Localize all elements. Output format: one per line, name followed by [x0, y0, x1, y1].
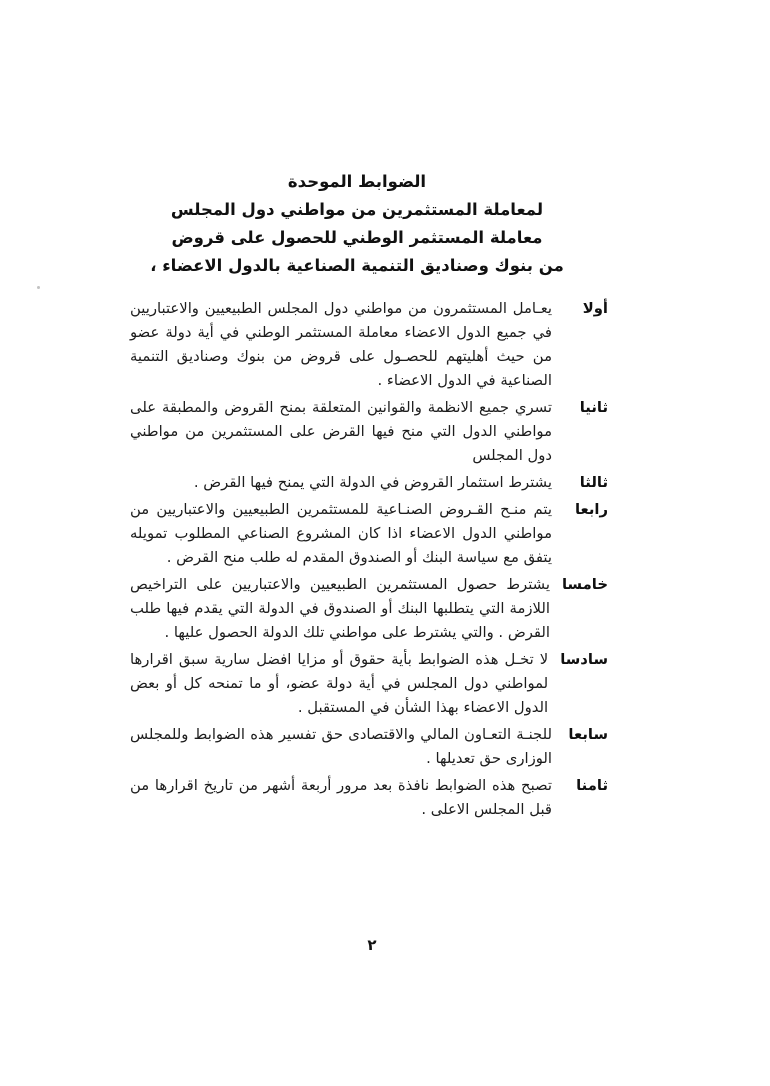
clauses-list	[130, 297, 608, 825]
clause-text: تسري جميع الانظمة والقوانين المتعلقة بمنح القروض والمطبقة على مواطني الدول التي منح فيها القرض على المستثمرين من مواطني دول المجلس	[130, 399, 552, 464]
document-title	[0, 168, 714, 280]
clause-label: سادسا	[560, 651, 608, 668]
clause-text: يعـامل المستثمرون من مواطني دول المجلس الطبيعيين والاعتباريين في جميع الدول الاعضاء معاملة المستثمر الوطني في أية دولة عضو من حيث أهليتهم للحصـول على قروض من بنوك وصناديق التنمية الصناعية في الدول الاعضاء .	[130, 300, 552, 389]
clause-text: يتم منـح القـروض الصنـاعية للمستثمرين الطبيعيين والاعتباريين من مواطني الدول الاعضاء اذا كان المشروع الصناعي المطلوب تمويله يتفق مع سياسة البنك أو الصندوق المقدم له طلب منح القرض .	[130, 501, 552, 566]
list-item	[130, 297, 608, 393]
clause-text: للجنـة التعـاون المالي والاقتصادى حق تفسير هذه الضوابط وللمجلس الوزارى حق تعديلها .	[130, 726, 552, 767]
clause-text: لا تخـل هذه الضوابط بأية حقوق أو مزايا افضل سارية سبق اقرارها لمواطني دول المجلس في أية دولة عضو، أو ما تمنحه كل أو بعض الدول الاعضاء بهذا الشأن في المستقبل .	[130, 651, 549, 716]
clause-text: تصبح هذه الضوابط نافذة بعد مرور أربعة أشهر من تاريخ اقرارها من قبل المجلس الاعلى .	[130, 777, 552, 818]
list-item	[130, 573, 608, 645]
clause-text: يشترط حصول المستثمرين الطبيعيين والاعتباريين على التراخيص اللازمة التي يتطلبها البنك أو الصندوق في الدولة التي يقدم فيها طلب القرض . والتي يشترط على مواطني تلك الدولة الحصول عليها .	[130, 576, 550, 641]
clause-label: سابعا	[568, 726, 608, 743]
clause-label: أولا	[582, 300, 608, 317]
clause-text: يشترط استثمار القروض في الدولة التي يمنح فيها القرض .	[193, 474, 552, 491]
clause-label: ثانيا	[579, 399, 608, 416]
list-item	[130, 498, 608, 570]
page-number: ٢	[367, 936, 377, 954]
clause-label: ثامنا	[576, 777, 608, 794]
clause-label: رابعا	[574, 501, 608, 518]
list-item	[130, 774, 608, 822]
list-item	[130, 723, 608, 771]
scan-artifact-dot	[37, 286, 40, 289]
title-line-3: معاملة المستثمر الوطني للحصول على قروض	[171, 228, 543, 247]
clause-label: ثالثا	[579, 474, 608, 491]
list-item	[130, 648, 608, 720]
list-item	[130, 396, 608, 468]
title-line-1: الضوابط الموحدة	[287, 172, 427, 191]
title-line-2: لمعاملة المستثمرين من مواطني دول المجلس	[170, 200, 544, 219]
clause-label: خامسا	[562, 576, 608, 593]
list-item	[130, 471, 608, 495]
title-line-4: من بنوك وصناديق التنمية الصناعية بالدول الاعضاء ،	[150, 256, 564, 275]
